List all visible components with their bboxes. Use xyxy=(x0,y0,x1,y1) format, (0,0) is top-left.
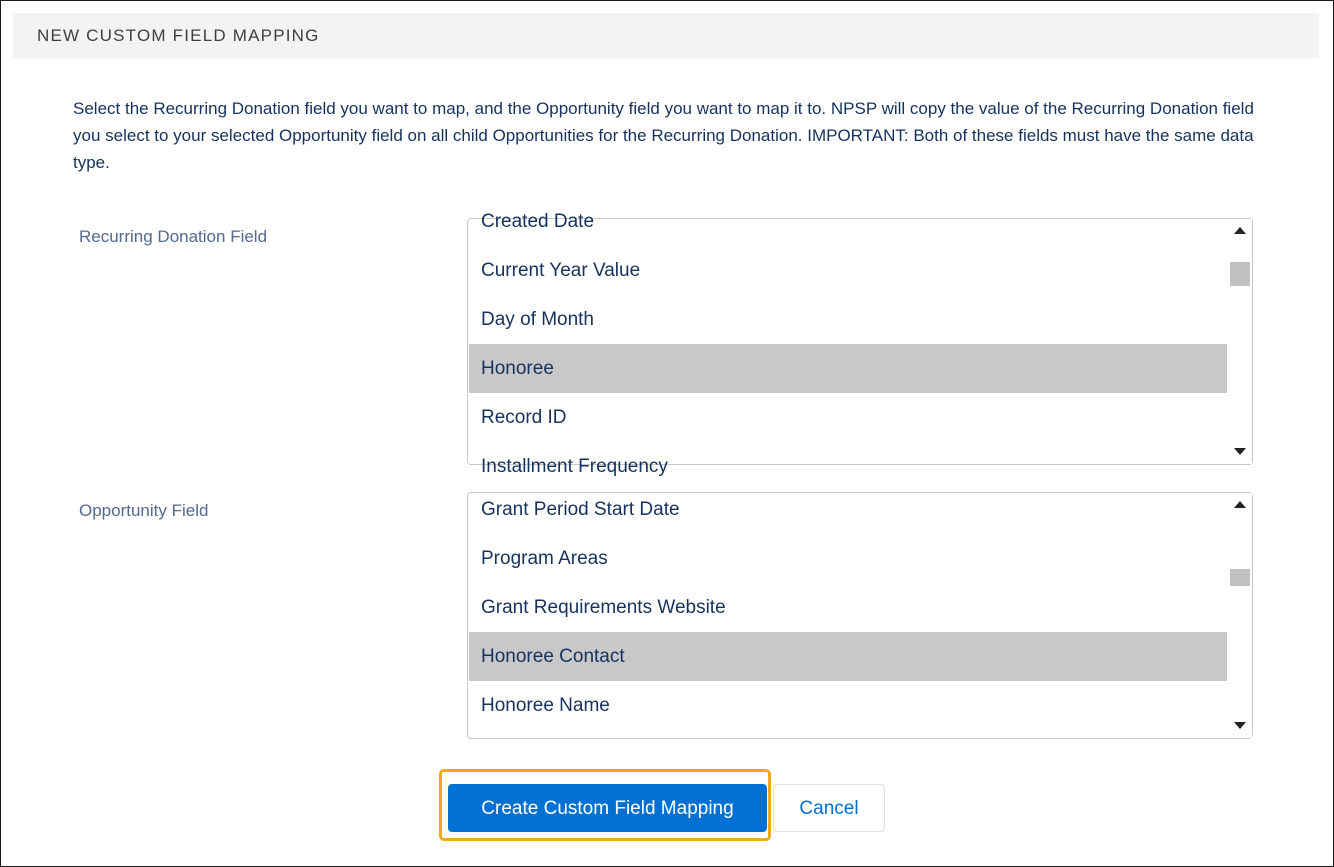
list-item[interactable]: Grant Requirements Website xyxy=(481,597,726,618)
scroll-thumb[interactable] xyxy=(1230,262,1250,286)
scroll-thumb[interactable] xyxy=(1230,569,1250,586)
recurring-donation-field-label: Recurring Donation Field xyxy=(79,227,268,246)
scroll-down-arrow-icon[interactable] xyxy=(1234,448,1246,455)
list-item-selected[interactable]: Honoree xyxy=(469,344,1227,393)
panel-header xyxy=(13,13,1319,58)
opportunity-field-listbox[interactable] xyxy=(467,492,1253,739)
scroll-down-arrow-icon[interactable] xyxy=(1234,722,1246,729)
list-item[interactable]: Installment Frequency xyxy=(481,456,668,477)
list-item[interactable]: Record ID xyxy=(481,407,567,428)
recurring-donation-field-listbox[interactable] xyxy=(467,211,1253,477)
instructions-text: Select the Recurring Donation field you want to map, and the Opportunity field you want to map it to. NPSP will copy the value of the Recurring Donation field you select to your selected Opportunity field on all child Opportunities for the Recurring Donation. IMPORTANT: Both of these fields must have the same data type. xyxy=(73,99,1254,172)
opportunity-field-label: Opportunity Field xyxy=(79,501,209,520)
scrollbar[interactable] xyxy=(1228,219,1252,464)
list-item-selected[interactable]: Honoree Contact xyxy=(469,632,1227,681)
cancel-button[interactable]: Cancel xyxy=(773,784,885,832)
panel-title: NEW CUSTOM FIELD MAPPING xyxy=(37,26,320,45)
scroll-up-arrow-icon[interactable] xyxy=(1234,501,1246,508)
list-item[interactable]: Grant Period Start Date xyxy=(481,499,680,520)
list-item[interactable]: Created Date xyxy=(481,211,595,232)
scroll-up-arrow-icon[interactable] xyxy=(1234,227,1246,234)
list-item[interactable]: Program Areas xyxy=(481,548,608,569)
create-custom-field-mapping-button[interactable]: Create Custom Field Mapping xyxy=(448,784,767,832)
scrollbar[interactable] xyxy=(1228,493,1252,738)
list-item[interactable]: Honoree Name xyxy=(481,695,610,716)
list-item[interactable]: Current Year Value xyxy=(481,260,641,281)
list-item[interactable]: Day of Month xyxy=(481,309,594,330)
